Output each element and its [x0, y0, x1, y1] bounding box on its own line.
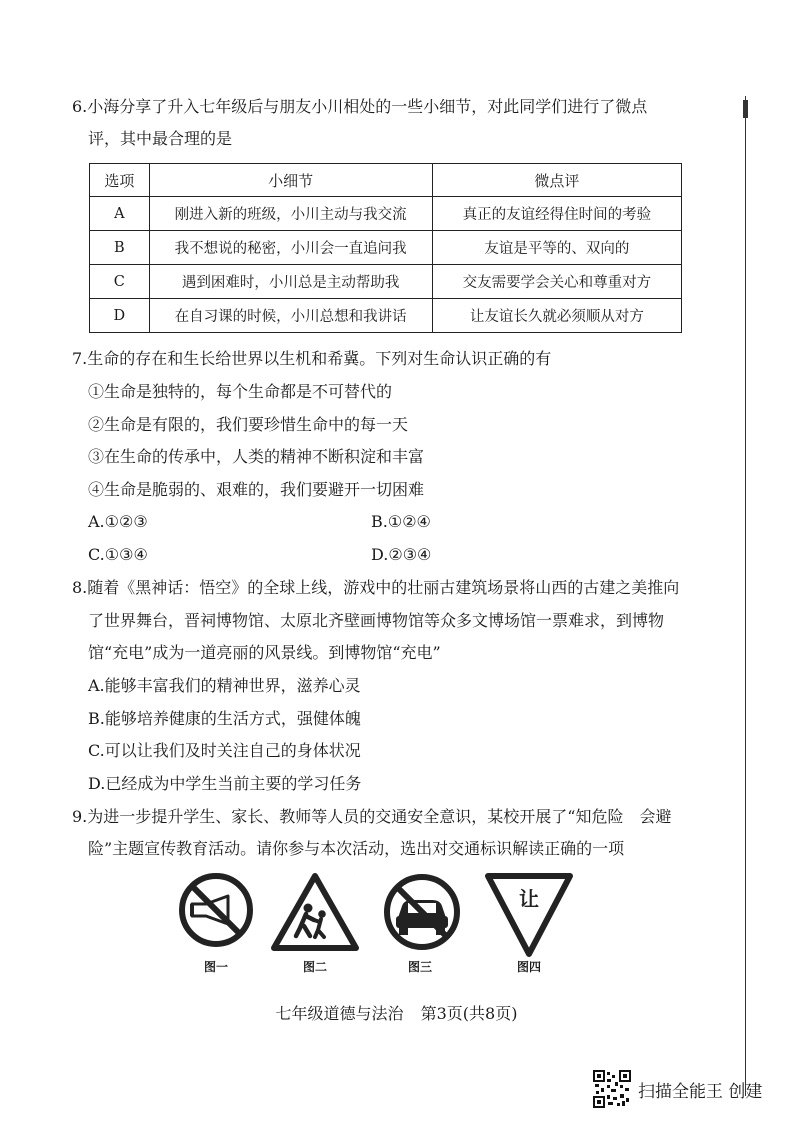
q7-stem: 7.生命的存在和生长给世界以生机和希冀。下列对生命认识正确的有 — [72, 349, 552, 368]
q6-stem-line1: 6.小海分享了升入七年级后与朋友小川相处的一些小细节，对此同学们进行了微点 — [72, 97, 648, 116]
header-detail: 小细节 — [149, 164, 432, 197]
q7-item-2: ②生命是有限的，我们要珍惜生命中的每一天 — [88, 415, 409, 434]
q7-option-b: B.①②④ — [371, 512, 431, 531]
binding-line — [745, 96, 746, 1096]
row-option: D — [90, 299, 150, 333]
q8-option-c: C.可以让我们及时关注自己的身体状况 — [88, 741, 361, 760]
table-row — [90, 231, 682, 265]
q8-option-a: A.能够丰富我们的精神世界，滋养心灵 — [88, 676, 361, 695]
sign-2-caption: 图二 — [302, 960, 327, 974]
q9-stem-line1: 9.为进一步提升学生、家长、教师等人员的交通安全意识，某校开展了“知危险 会避 — [72, 807, 672, 826]
row-option: C — [90, 265, 150, 299]
footer-subject: 七年级道德与法治 — [275, 1004, 404, 1023]
row-comment: 友谊是平等的、双向的 — [432, 231, 681, 265]
q7-item-3: ③在生命的传承中，人类的精神不断积淀和丰富 — [88, 447, 425, 466]
sign-3-caption: 图三 — [407, 960, 432, 974]
sign-1 — [178, 872, 278, 982]
row-detail: 在自习课的时候，小川总想和我讲话 — [149, 299, 432, 333]
table-row — [90, 299, 682, 333]
table-row — [90, 197, 682, 231]
no-motor-vehicles-icon — [382, 872, 462, 952]
q7-option-a: A.①②③ — [88, 512, 148, 531]
header-option: 选项 — [90, 164, 150, 197]
row-option: B — [90, 231, 150, 265]
table-header-row — [90, 164, 682, 197]
q6-table — [89, 163, 682, 333]
scanner-watermark-text: 扫描全能王 创建 — [638, 1082, 763, 1102]
q8-stem-line2: 了世界舞台，晋祠博物馆、太原北齐壁画博物馆等众多文博场馆一票难求，到博物 — [88, 611, 665, 630]
q9-stem-line2: 险”主题宣传教育活动。请你参与本次活动，选出对交通标识解读正确的一项 — [88, 839, 625, 858]
row-option: A — [90, 197, 150, 231]
q7-item-1: ①生命是独特的，每个生命都是不可替代的 — [88, 382, 393, 401]
footer-page-number: 第3页(共8页) — [420, 1004, 518, 1023]
page-footer — [0, 1001, 793, 1024]
q7-option-c: C.①③④ — [88, 545, 148, 564]
yield-sign-icon — [484, 872, 574, 958]
traffic-signs — [150, 872, 600, 982]
row-comment: 交友需要学会关心和尊重对方 — [432, 265, 681, 299]
q8-option-d: D.已经成为中学生当前主要的学习任务 — [88, 774, 362, 793]
q7-option-d: D.②③④ — [371, 545, 432, 564]
row-detail: 刚进入新的班级，小川主动与我交流 — [149, 197, 432, 231]
header-comment: 微点评 — [432, 164, 681, 197]
table-row — [90, 265, 682, 299]
q8-option-b: B.能够培养健康的生活方式，强健体魄 — [88, 709, 361, 728]
q7-item-4: ④生命是脆弱的、艰难的，我们要避开一切困难 — [88, 480, 425, 499]
sign-3 — [382, 872, 482, 982]
sign-1-caption: 图一 — [203, 960, 228, 974]
qr-code-icon — [593, 1070, 631, 1108]
q6-stem-line2: 评，其中最合理的是 — [88, 129, 233, 148]
sign-4 — [484, 872, 584, 982]
yield-sign-text: 让 — [519, 887, 539, 911]
row-comment: 真正的友谊经得住时间的考验 — [432, 197, 681, 231]
row-detail: 我不想说的秘密，小川会一直追问我 — [149, 231, 432, 265]
row-comment: 让友谊长久就必须顺从对方 — [432, 299, 681, 333]
q8-stem-line1: 8.随着《黑神话：悟空》的全球上线，游戏中的壮丽古建筑场景将山西的古建之美推向 — [72, 578, 680, 597]
row-detail: 遇到困难时，小川总是主动帮助我 — [149, 265, 432, 299]
children-crossing-icon — [270, 872, 360, 952]
no-honking-icon — [178, 872, 254, 948]
q8-stem-line3: 馆“充电”成为一道亮丽的风景线。到博物馆“充电” — [88, 643, 441, 662]
sign-4-caption: 图四 — [516, 960, 541, 974]
binding-mark — [743, 100, 748, 118]
sign-2 — [270, 872, 370, 982]
